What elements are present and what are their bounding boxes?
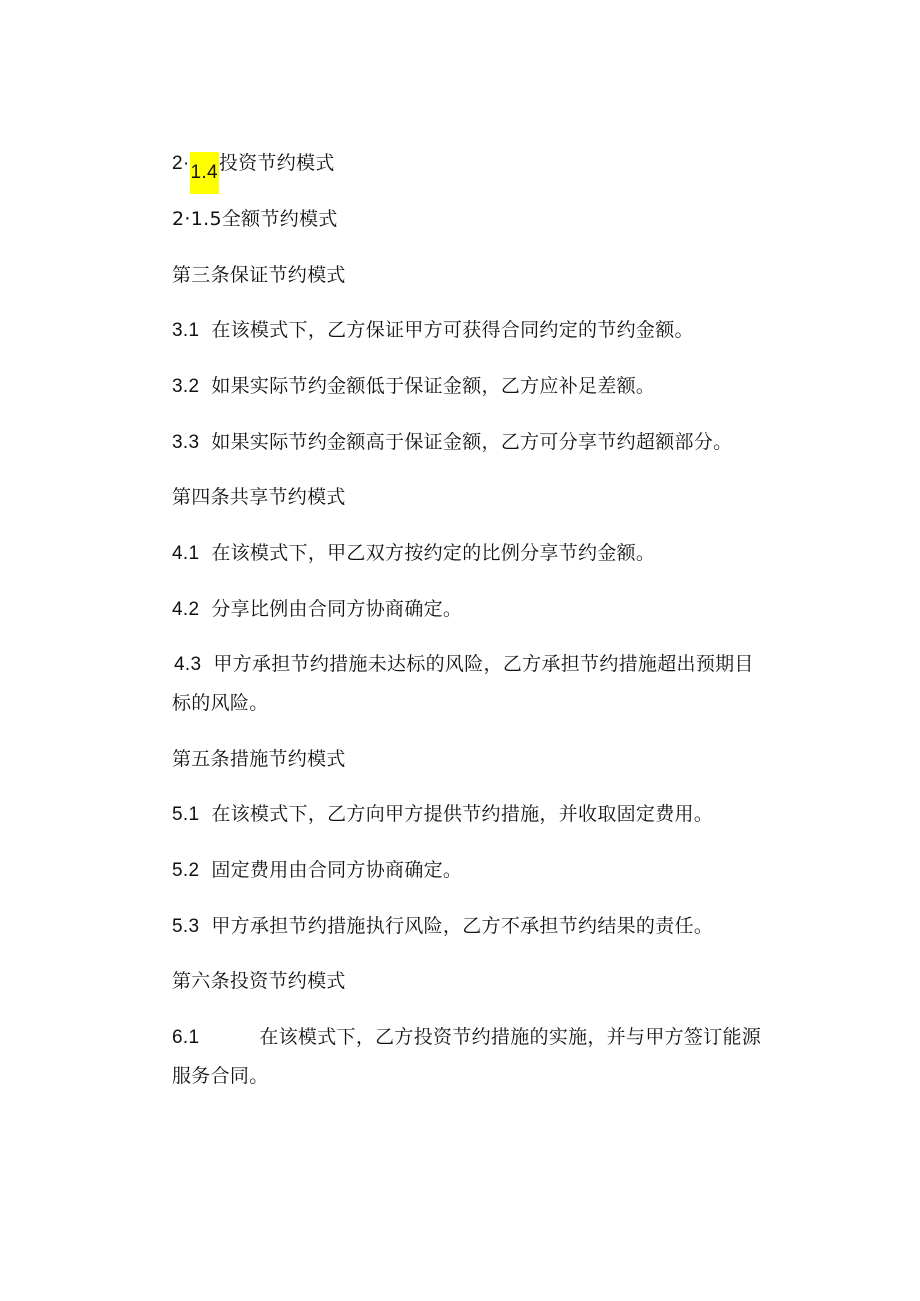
clause-text: 如果实际节约金额低于保证金额，乙方应补足差额。	[211, 375, 656, 397]
clause-6-1-continuation: 服务合同。	[172, 1065, 269, 1087]
clause-6-1	[172, 1025, 761, 1050]
clause-3-2	[172, 374, 655, 399]
clause-2-1-4	[172, 151, 335, 194]
clause-number: 3.2	[172, 376, 200, 397]
clause-text: 在该模式下，乙方向甲方提供节约措施，并收取固定费用。	[211, 803, 714, 825]
clause-2-1-5: 2·1.5全额节约模式	[172, 208, 338, 230]
article-4-heading: 第四条共享节约模式	[172, 486, 346, 508]
clause-number: 5.2	[172, 860, 200, 881]
clause-text: 分享比例由合同方协商确定。	[211, 598, 463, 620]
clause-5-3	[172, 914, 713, 939]
clause-3-3	[172, 430, 732, 455]
clause-number: 6.1	[172, 1027, 200, 1048]
clause-number: 3.3	[172, 432, 200, 453]
clause-number: 3.1	[172, 320, 200, 341]
article-6-heading: 第六条投资节约模式	[172, 970, 346, 992]
clause-4-3-continuation: 标的风险。	[172, 692, 269, 714]
article-5-heading: 第五条措施节约模式	[172, 748, 346, 770]
clause-text: 甲方承担节约措施执行风险，乙方不承担节约结果的责任。	[211, 915, 714, 937]
clause-text: 如果实际节约金额高于保证金额，乙方可分享节约超额部分。	[211, 431, 733, 453]
clause-4-2	[172, 597, 462, 622]
clause-4-1	[172, 541, 655, 566]
clause-number: 4.1	[172, 543, 200, 564]
clause-text: 甲方承担节约措施未达标的风险，乙方承担节约措施超出预期目	[213, 653, 754, 675]
clause-number: 4.2	[172, 599, 200, 620]
article-3-heading: 第三条保证节约模式	[172, 264, 346, 286]
clause-text: 在该模式下，甲乙双方按约定的比例分享节约金额。	[211, 542, 656, 564]
clause-4-3	[174, 652, 754, 677]
clause-number-prefix: 2·	[172, 153, 190, 174]
clause-number: 5.3	[172, 916, 200, 937]
clause-text: 在该模式下，乙方保证甲方可获得合同约定的节约金额。	[211, 319, 694, 341]
clause-text: 固定费用由合同方协商确定。	[211, 859, 463, 881]
clause-title: 投资节约模式	[218, 152, 335, 174]
clause-number: 4.3	[174, 654, 202, 675]
clause-5-1	[172, 802, 713, 827]
clause-text: 在该模式下，乙方投资节约措施的实施，并与甲方签订能源	[259, 1026, 762, 1048]
clause-3-1	[172, 318, 694, 343]
clause-number: 5.1	[172, 804, 200, 825]
clause-5-2	[172, 858, 462, 883]
highlighted-number: 1.4	[190, 152, 219, 194]
